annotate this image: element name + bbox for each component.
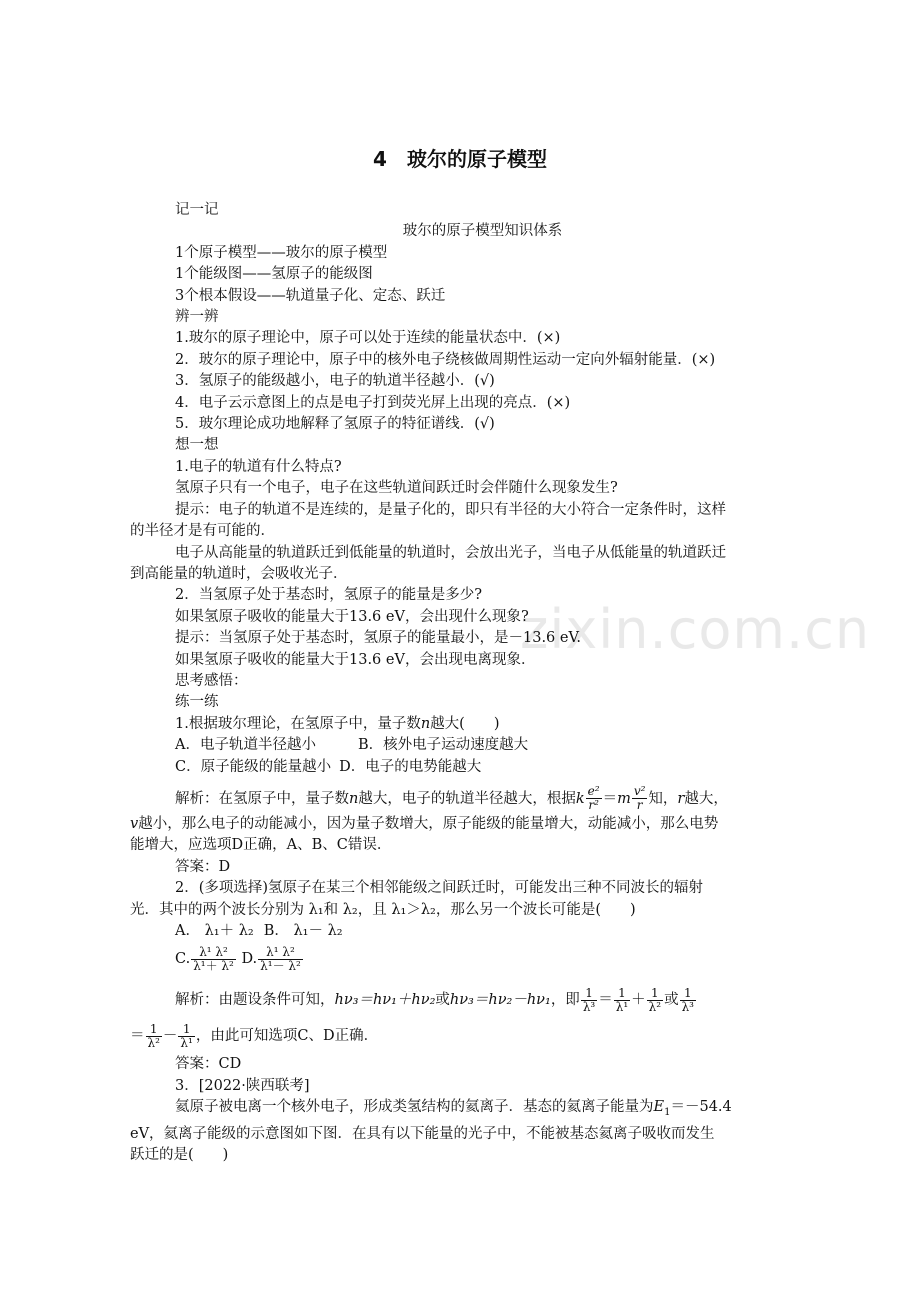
hint-line: 如果氢原子吸收的能量大于13.6 eV，会出现电离现象． (175, 651, 536, 668)
page-title (0, 143, 920, 172)
question-line: 氢原子只有一个电子，电子在这些轨道间跃迁时会伴随什么现象发生? (175, 480, 618, 497)
knowledge-system-heading: 玻尔的原子模型知识体系 (402, 223, 563, 240)
knowledge-item: 1个能级图——氢原子的能级图 (175, 266, 373, 283)
section-lianyilian: 练一练 (175, 694, 219, 711)
answer-2: 答案：CD (175, 1056, 242, 1073)
judge-item: 3．氢原子的能级越小，电子的轨道半径越小．(√) (175, 373, 495, 390)
hint-line: 电子从高能量的轨道跃迁到低能量的轨道时，会放出光子，当电子从低能量的轨道跃迁 (175, 544, 726, 561)
question-line: 如果氢原子吸收的能量大于13.6 eV，会出现什么现象? (175, 608, 529, 625)
section-jiyiji: 记一记 (175, 202, 219, 218)
title-number: 4 (373, 147, 387, 171)
judge-item: 1.玻尔的原子理论中，原子可以处于连续的能量状态中．(×) (175, 330, 561, 347)
answer-1: 答案：D (175, 858, 231, 875)
option-d-fraction: $\frac{\text{λ¹ λ²}}{\text{λ¹－ λ²}}$ (260, 944, 301, 973)
fraction: $\frac{1}{\text{λ³}}$ (582, 985, 596, 1014)
problem-1-options-cd (175, 757, 790, 778)
hint-line: 提示：当氢原子处于基态时，氢原子的能量最小，是－13.6 eV. (175, 630, 582, 647)
fraction: $\frac{1}{\text{λ¹}}$ (615, 985, 629, 1014)
fraction: $\frac{\text{e²}}{\text{r²}}$ (587, 784, 600, 813)
knowledge-item: 3个根本假设——轨道量子化、定态、跃迁 (175, 287, 446, 304)
option-a: A． λ₁＋ λ₂ (175, 923, 254, 939)
option-b: B． λ₁－ λ₂ (263, 923, 343, 939)
option-c-fraction: $\frac{\text{λ¹ λ²}}{\text{λ¹＋ λ²}}$ (193, 944, 234, 973)
option-d: D．电子的电势能越大 (339, 758, 482, 775)
judge-item: 5．玻尔理论成功地解释了氢原子的特征谱线．(√) (175, 416, 495, 433)
problem-1-stem: 1.根据玻尔理论，在氢原子中，量子数n越大( ) (175, 715, 500, 732)
problem-3-stem: 跃迁的是( ) (130, 1146, 229, 1163)
problem-2-stem: 光．其中的两个波长分别为 λ₁和 λ₂，且 λ₁＞λ₂，那么另一个波长可能是( ) (130, 901, 636, 918)
explanation-2-line: ＝ $\frac{1}{\text{λ²}}$ － $\frac{1}{\text{λ¹}}$ ，由此可知选项C、D正确． (130, 1021, 379, 1050)
problem-3-stem: 氦原子被电离一个核外电子，形成类氢结构的氦离子．基态的氦离子能量为$E_1=-54.4$ (175, 1099, 732, 1119)
fraction: $\frac{\text{v²}}{r}$ (633, 784, 646, 813)
section-xiangyixiang: 想一想 (175, 437, 219, 454)
section-bianyibian: 辨一辨 (175, 309, 219, 326)
explanation-2-line: 解析：由题设条件可知，hν₃＝hν₁＋hν₂或hν₃＝hν₂－hν₁，即 $\frac{1}{\text{λ³}}$ ＝ $\frac{1}{\text{λ¹}}$ ＋ $\frac{1}{\text{λ²}}$ 或 $\frac{1}{\text{λ³}}$ (175, 985, 694, 1014)
fraction: $\frac{1}{\text{λ²}}$ (648, 985, 662, 1014)
problem-2-stem: 2．(多项选择)氢原子在某三个相邻能级之间跃迁时，可能发出三种不同波长的辐射 (175, 880, 704, 897)
fraction: $\frac{1}{\text{λ³}}$ (681, 985, 694, 1014)
fraction: $\frac{1}{\text{λ¹}}$ (180, 1021, 193, 1050)
explanation-1-line: v越小，那么电子的动能减小，因为量子数增大，原子能级的能量增大，动能减小，那么电势 (130, 815, 719, 832)
watermark: zixin.com.cn (520, 598, 871, 661)
problem-3-source: 3．[2022·陕西联考] (175, 1077, 310, 1094)
option-a: A．电子轨道半径越小 (175, 737, 316, 754)
problem-3-stem: eV，氦离子能级的示意图如下图．在具有以下能量的光子中，不能被基态氦离子吸收而发生 (130, 1125, 715, 1142)
option-c: C．原子能级的能量越小 (175, 758, 332, 775)
explanation-1-line: 能增大，应选项D正确，A、B、C错误． (130, 837, 392, 854)
judge-item: 2．玻尔的原子理论中，原子中的核外电子绕核做周期性运动一定向外辐射能量．(×) (175, 351, 716, 368)
title-text: 玻尔的原子模型 (406, 147, 547, 171)
problem-2-options-ab (175, 921, 790, 942)
problem-1-options-ab (175, 735, 790, 756)
fraction: $\frac{1}{\text{λ²}}$ (147, 1021, 160, 1050)
option-b: B．核外电子运动速度越大 (357, 737, 529, 754)
knowledge-item: 1个原子模型——玻尔的原子模型 (175, 244, 388, 261)
explanation-1-line: 解析：在氢原子中，量子数n越大，电子的轨道半径越大，根据k $\frac{\text{e²}}{\text{r²}}$ ＝m $\frac{\text{v²}}{r}$ 知，r越大， (175, 784, 728, 813)
hint-line: 的半径才是有可能的． (130, 523, 275, 540)
section-sikao: 思考感悟： (175, 672, 248, 689)
hint-line: 到高能量的轨道时，会吸收光子． (130, 565, 348, 582)
hint-line: 提示：电子的轨道不是连续的，是量子化的，即只有半径的大小符合一定条件时，这样 (175, 501, 726, 518)
question-line: 1.电子的轨道有什么特点? (175, 458, 342, 475)
judge-item: 4．电子云示意图上的点是电子打到荧光屏上出现的亮点．(×) (175, 394, 571, 411)
question-line: 2．当氢原子处于基态时，氢原子的能量是多少? (175, 587, 482, 604)
content (130, 200, 790, 1166)
problem-2-options-cd: C. $\frac{\text{λ¹ λ²}}{\text{λ¹＋ λ²}}$ D. $\frac{\text{λ¹ λ²}}{\text{λ¹－ λ²}}$ (175, 944, 301, 973)
